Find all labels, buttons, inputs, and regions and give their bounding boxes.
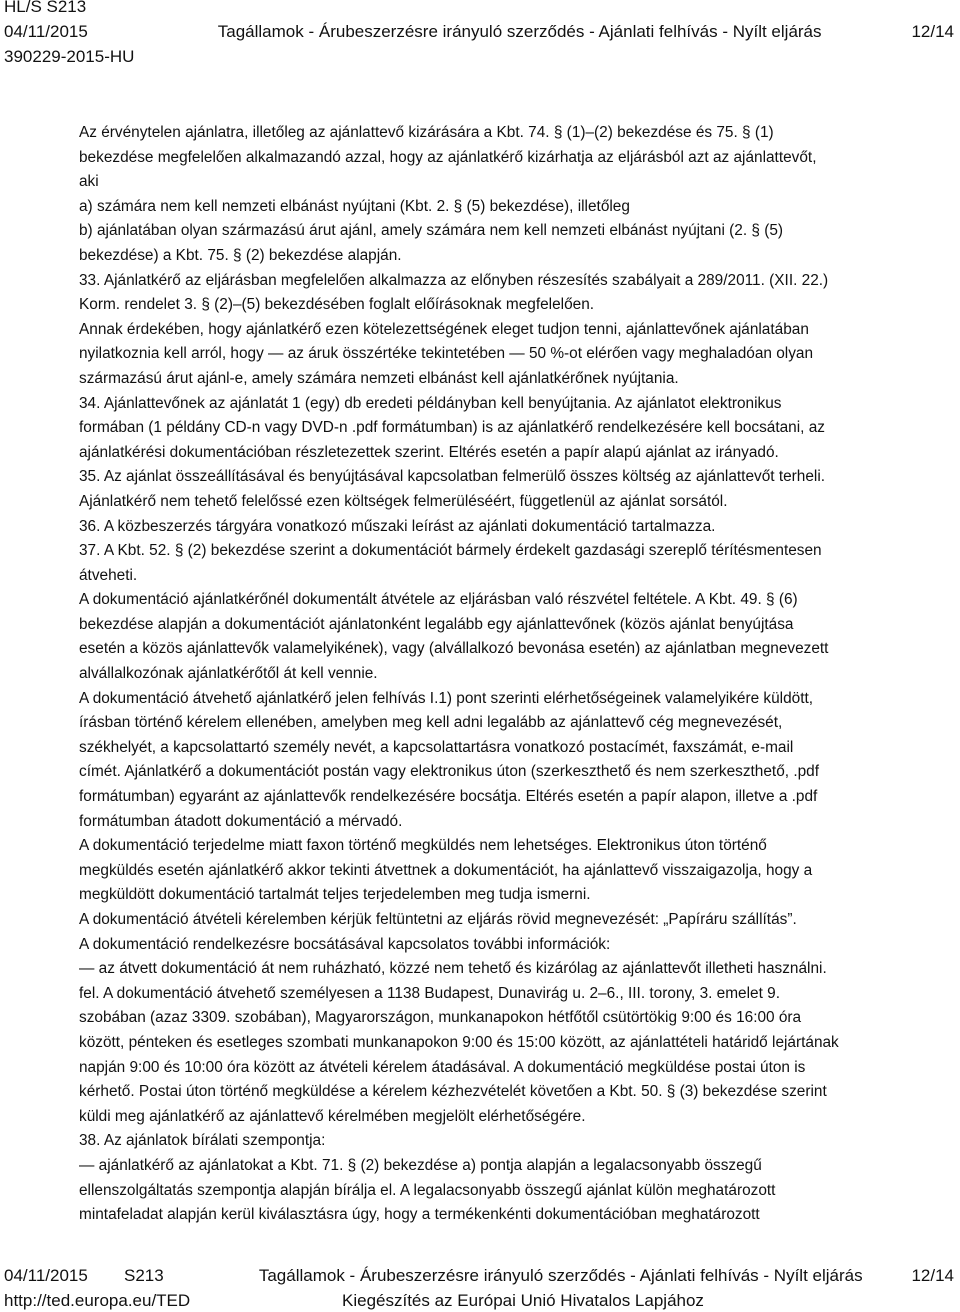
body-line: bekezdése alapján a dokumentációt ajánlatonként legalább egy ajánlattevőnek (közös ajánlat benyújtása: [79, 615, 794, 633]
body-line: Annak érdekében, hogy ajánlatkérő ezen kötelezettségének eleget tudjon tenni, ajánlattevőnek ajánlatában: [79, 320, 809, 338]
body-line: mintafeladat alapján kerül kiválasztásra úgy, hogy a termékenkénti dokumentációban meghatározott: [79, 1206, 760, 1224]
footer-url[interactable]: http://ted.europa.eu/TED: [4, 1291, 191, 1310]
header-row: [4, 21, 954, 43]
body-line: aki: [79, 173, 99, 191]
body-line: kérhető. Postai úton történő megküldése a kérelem kézhezvételét követően a Kbt. 50. § (3) bekezdése szerint: [79, 1083, 827, 1101]
body-line: esetén a közös ajánlattevők valamelyikének), vagy (alvállalkozó bevonása esetén) az ajánlatban megnevezett: [79, 640, 829, 658]
footer-subtitle: Kiegészítés az Európai Unió Hivatalos Lapjához: [342, 1291, 704, 1310]
body-line: A dokumentáció átvételi kérelemben kérjük feltüntetni az eljárás rövid megnevezését: „Papíráru szállítás”.: [79, 911, 797, 928]
body-line: A dokumentáció ajánlatkérőnél dokumentált átvétele az eljárásban való részvétel feltétele. A Kbt. 49. § (6): [79, 591, 798, 609]
body-line: székhelyét, a kapcsolattartó személy nevét, a kapcsolattartásra vonatkozó postacímét, faxszámát, e-mail: [79, 738, 794, 756]
body-line: küldi meg ajánlatkérő az ajánlattevő kérelmében megjelölt elérhetőségére.: [79, 1107, 586, 1125]
footer-page: 12/14: [911, 1266, 954, 1285]
body-line: Korm. rendelet 3. § (2)–(5) bekezdésében foglalt előírásoknak megfelelően.: [79, 296, 595, 314]
body-line: megküldés esetén ajánlatkérő akkor tekinti átvettnek a dokumentációt, ha ajánlattevő visszaigazolja, hogy a: [79, 861, 813, 879]
footer-row-1: [4, 1265, 954, 1287]
body-line: 34. Ajánlattevőnek az ajánlatát 1 (egy) db eredeti példányban kell benyújtania. Az ajánlatot elektronikus: [79, 394, 782, 412]
body-line: napján 9:00 és 10:00 óra között az átvételi kérelem átadásával. A dokumentáció megküldése postai úton is: [79, 1058, 806, 1076]
body-line: származású árut ajánl-e, amely számára nemzeti elbánást kell ajánlatkérőnek nyújtania.: [79, 369, 679, 387]
body-line: írásban történő kérelem ellenében, amelyben meg kell adni legalább az ajánlattevő cég megnevezését,: [79, 714, 783, 732]
body-line: átveheti.: [79, 566, 138, 584]
body-line: ajánlatkérési dokumentációban részletezettek szerint. Eltérés esetén a papír alapú ajánlat az irányadó.: [79, 443, 779, 461]
body-line: szobában (azaz 3309. szobában), Magyarországon, munkanapokon hétfőtől csütörtökig 9:00 és 16:00 óra: [79, 1009, 802, 1027]
body-line: A dokumentáció átvehető ajánlatkérő jelen felhívás I.1) pont szerinti elérhetőségeinek valamelyikére küldött,: [79, 689, 814, 707]
body-line: — az átvett dokumentáció át nem ruházható, közzé nem tehető és kizárólag az ajánlattevőt illetheti használni.: [79, 960, 827, 978]
body-line: bekezdése megfelelően alkalmazandó azzal, hogy az ajánlatkérő kizárhatja az eljárásból azt az ajánlattevőt,: [79, 148, 817, 166]
footer-date: 04/11/2015: [4, 1266, 88, 1285]
body-line: Az érvénytelen ajánlatra, illetőleg az ajánlattevő kizárására a Kbt. 74. § (1)–(2) bekezdése és 75. § (1): [79, 124, 774, 141]
body-line: — ajánlatkérő az ajánlatokat a Kbt. 71. § (2) bekezdése a) pontja alapján a legalacsonyabb összegű: [79, 1156, 762, 1174]
body-line: megküldött dokumentáció tartalmát teljes terjedelemben meg tudja ismerni.: [79, 886, 591, 904]
body-line: között, pénteken és esetleges szombati munkanapokon 9:00 és 15:00 között, az ajánlattételi határidő lejártának: [79, 1033, 839, 1051]
body-line: fel. A dokumentáció átvehető személyesen a 1138 Budapest, Dunavirág u. 2–6., III. torony, 3. emelet 9.: [79, 984, 780, 1002]
body-line: alvállalkozónak ajánlatkérőtől át kell vennie.: [79, 665, 378, 683]
body-line: a) számára nem kell nemzeti elbánást nyújtani (Kbt. 2. § (5) bekezdése), illetőleg: [79, 197, 630, 215]
footer-row-2: [4, 1290, 954, 1312]
footer-title: Tagállamok - Árubeszerzésre irányuló szerződés - Ajánlati felhívás - Nyílt eljárás: [258, 1266, 863, 1285]
body-line: A dokumentáció terjedelme miatt faxon történő megküldés nem lehetséges. Elektronikus úton történő: [79, 837, 767, 855]
body-line: formátumban átadott dokumentáció a mérvadó.: [79, 812, 403, 830]
header-date: 04/11/2015: [4, 22, 88, 41]
body-line: formában (1 példány CD-n vagy DVD-n .pdf formátumban) is az ajánlatkérő rendelkezésére kell bocsátani, az: [79, 419, 825, 437]
body-line: 38. Az ajánlatok bírálati szempontja:: [79, 1132, 326, 1150]
body-line: Ajánlatkérő nem tehető felelőssé ezen költségek felmerüléséért, függetlenül az ajánlat sorsától.: [79, 492, 728, 510]
header-title: Tagállamok - Árubeszerzésre irányuló szerződés - Ajánlati felhívás - Nyílt eljárás: [217, 22, 822, 41]
body-line: formátumban) egyaránt az ajánlattevők rendelkezésére bocsátja. Eltérés esetén a papír alapon, illetve a .pdf: [79, 788, 818, 806]
body-line: nyilatkoznia kell arról, hogy — az áruk összértéke tekintetében — 50 %-ot elérően vagy meghaladóan olyan: [79, 345, 814, 363]
body-line: címét. Ajánlatkérő a dokumentációt postán vagy elektronikus úton (szerkeszthető és nem szerkeszthető, .pdf: [79, 763, 819, 781]
body-line: 35. Az ajánlat összeállításával és benyújtásával kapcsolatban felmerülő összes költség az ajánlattevőt terheli.: [79, 468, 826, 486]
header-page: 12/14: [911, 22, 954, 41]
body-line: ellenszolgáltatás szempontja alapján bírálja el. A legalacsonyabb összegű ajánlat külön meghatározott: [79, 1181, 776, 1199]
body-line: bekezdése) a Kbt. 75. § (2) bekezdése alapján.: [79, 246, 402, 264]
document-body: [79, 121, 955, 1228]
body-line: 33. Ajánlatkérő az eljárásban megfelelően alkalmazza az előnyben részesítés szabályait a 289/2011. (XII. 22.): [79, 271, 829, 289]
header-doc-number: 390229-2015-HU: [4, 47, 135, 66]
body-line: 36. A közbeszerzés tárgyára vonatkozó műszaki leírást az ajánlati dokumentáció tartalmazza.: [79, 517, 716, 535]
footer-issue: S213: [124, 1266, 164, 1285]
body-line: A dokumentáció rendelkezésre bocsátásával kapcsolatos további információk:: [79, 935, 611, 953]
body-line: b) ajánlatában olyan származású árut ajánl, amely számára nem kell nemzeti elbánást nyújtani (2. § (5): [79, 222, 784, 240]
body-line: 37. A Kbt. 52. § (2) bekezdése szerint a dokumentációt bármely érdekelt gazdasági szereplő térítésmentesen: [79, 542, 822, 560]
header-issue: HL/S S213: [4, 0, 87, 16]
